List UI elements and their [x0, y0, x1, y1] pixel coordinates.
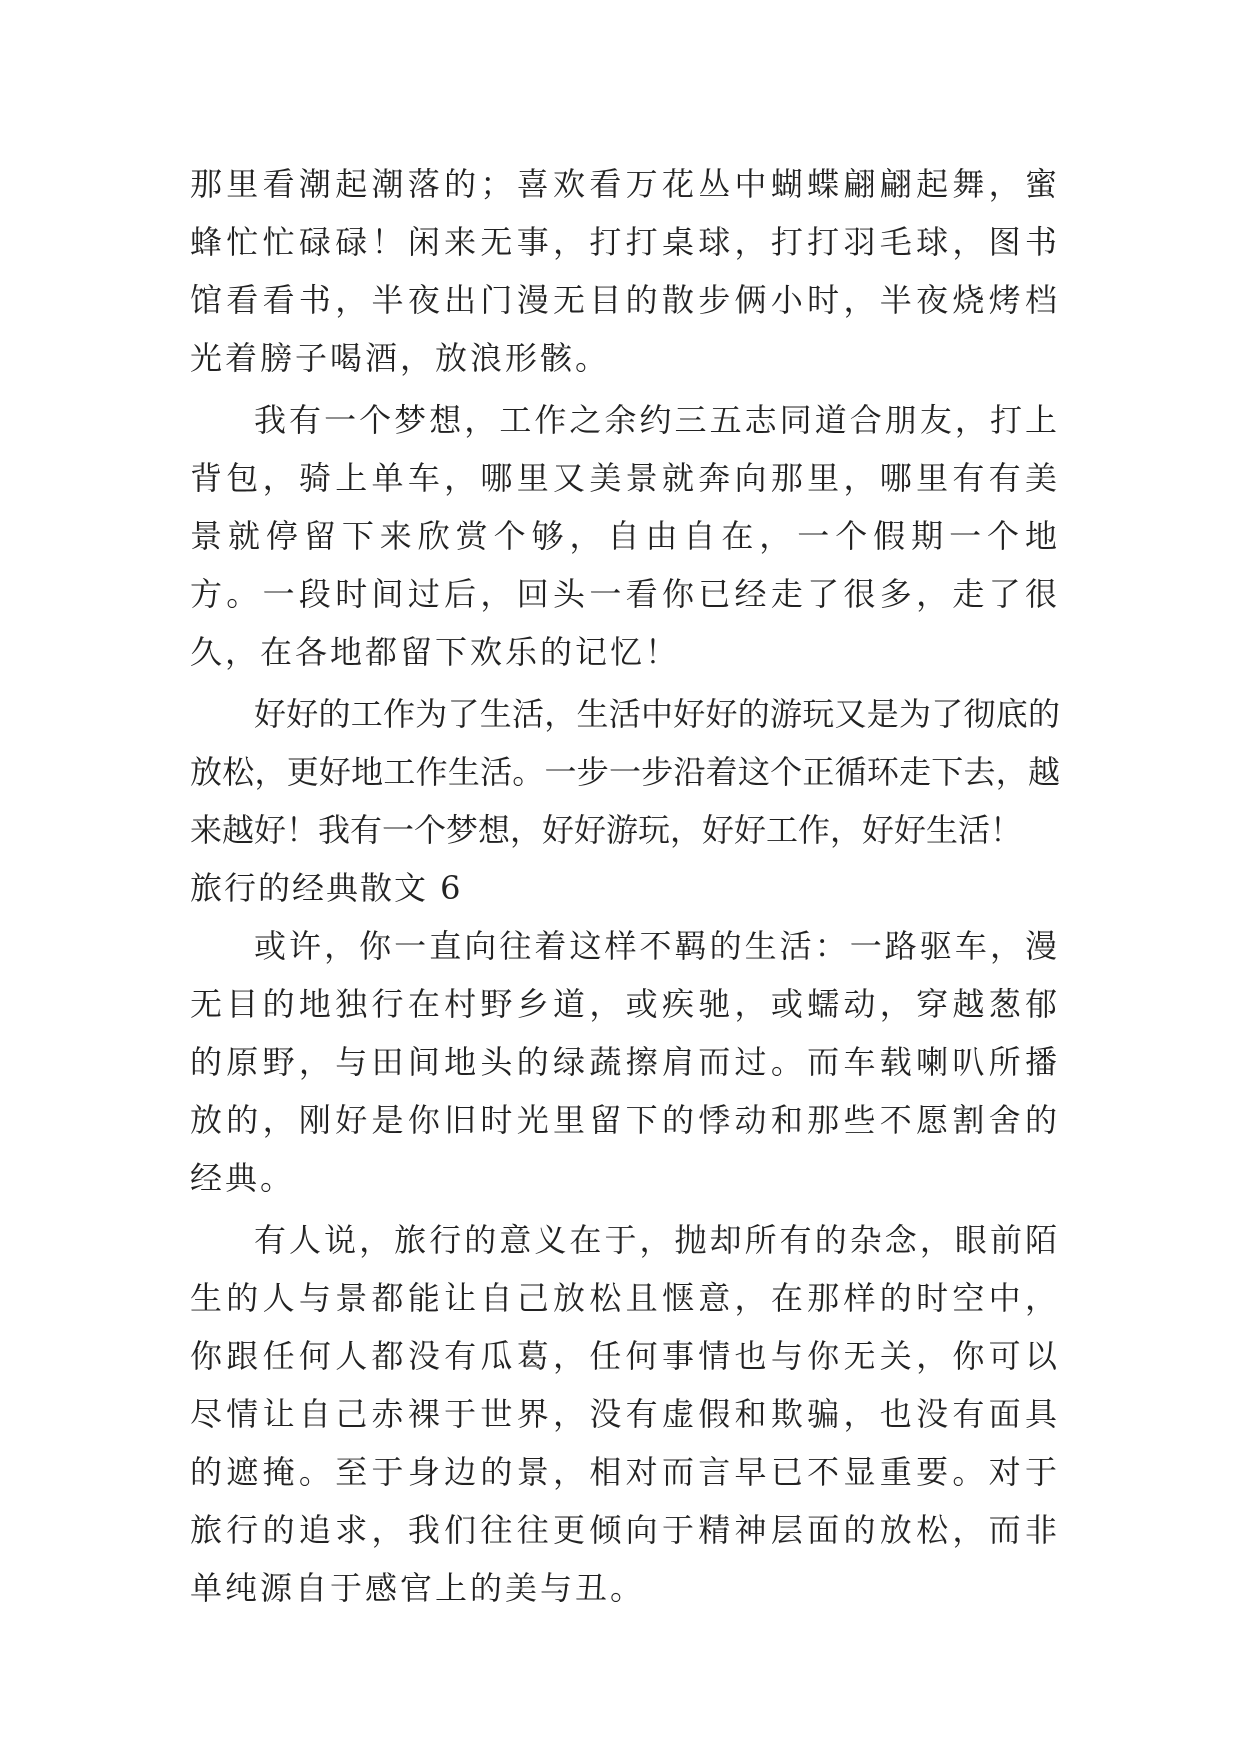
paragraph-dream: 我有一个梦想，工作之余约三五志同道合朋友，打上背包，骑上单车，哪里又美景就奔向那里，哪里有有美景就停留下来欣赏个够，自由自在，一个假期一个地方。一段时间过后，回头一看你已经走了很多，走了很久，在各地都留下欢乐的记忆！: [190, 401, 1060, 671]
paragraph-continuation: 那里看潮起潮落的；喜欢看万花丛中蝴蝶翩翩起舞，蜜蜂忙忙碌碌！闲来无事，打打桌球，打打羽毛球，图书馆看看书，半夜出门漫无目的散步俩小时，半夜烧烤档光着膀子喝酒，放浪形骸。: [190, 165, 1060, 377]
document-body: [190, 155, 1060, 1617]
section-heading: 旅行的经典散文 6: [190, 869, 463, 907]
paragraph-work-life: 好好的工作为了生活，生活中好好的游玩又是为了彻底的放松，更好地工作生活。一步一步沿着这个正循环走下去，越来越好！我有一个梦想，好好游玩，好好工作，好好生活！: [190, 695, 1060, 849]
paragraph-perhaps: 或许，你一直向往着这样不羁的生活：一路驱车，漫无目的地独行在村野乡道，或疾驰，或蠕动，穿越葱郁的原野，与田间地头的绿蔬擦肩而过。而车载喇叭所播放的，刚好是你旧时光里留下的悸动和那些不愿割舍的经典。: [190, 927, 1060, 1197]
paragraph-meaning: 有人说，旅行的意义在于，抛却所有的杂念，眼前陌生的人与景都能让自己放松且惬意，在那样的时空中，你跟任何人都没有瓜葛，任何事情也与你无关，你可以尽情让自己赤裸于世界，没有虚假和欺骗，也没有面具的遮掩。至于身边的景，相对而言早已不显重要。对于旅行的追求，我们往往更倾向于精神层面的放松，而非单纯源自于感官上的美与丑。: [190, 1221, 1060, 1607]
